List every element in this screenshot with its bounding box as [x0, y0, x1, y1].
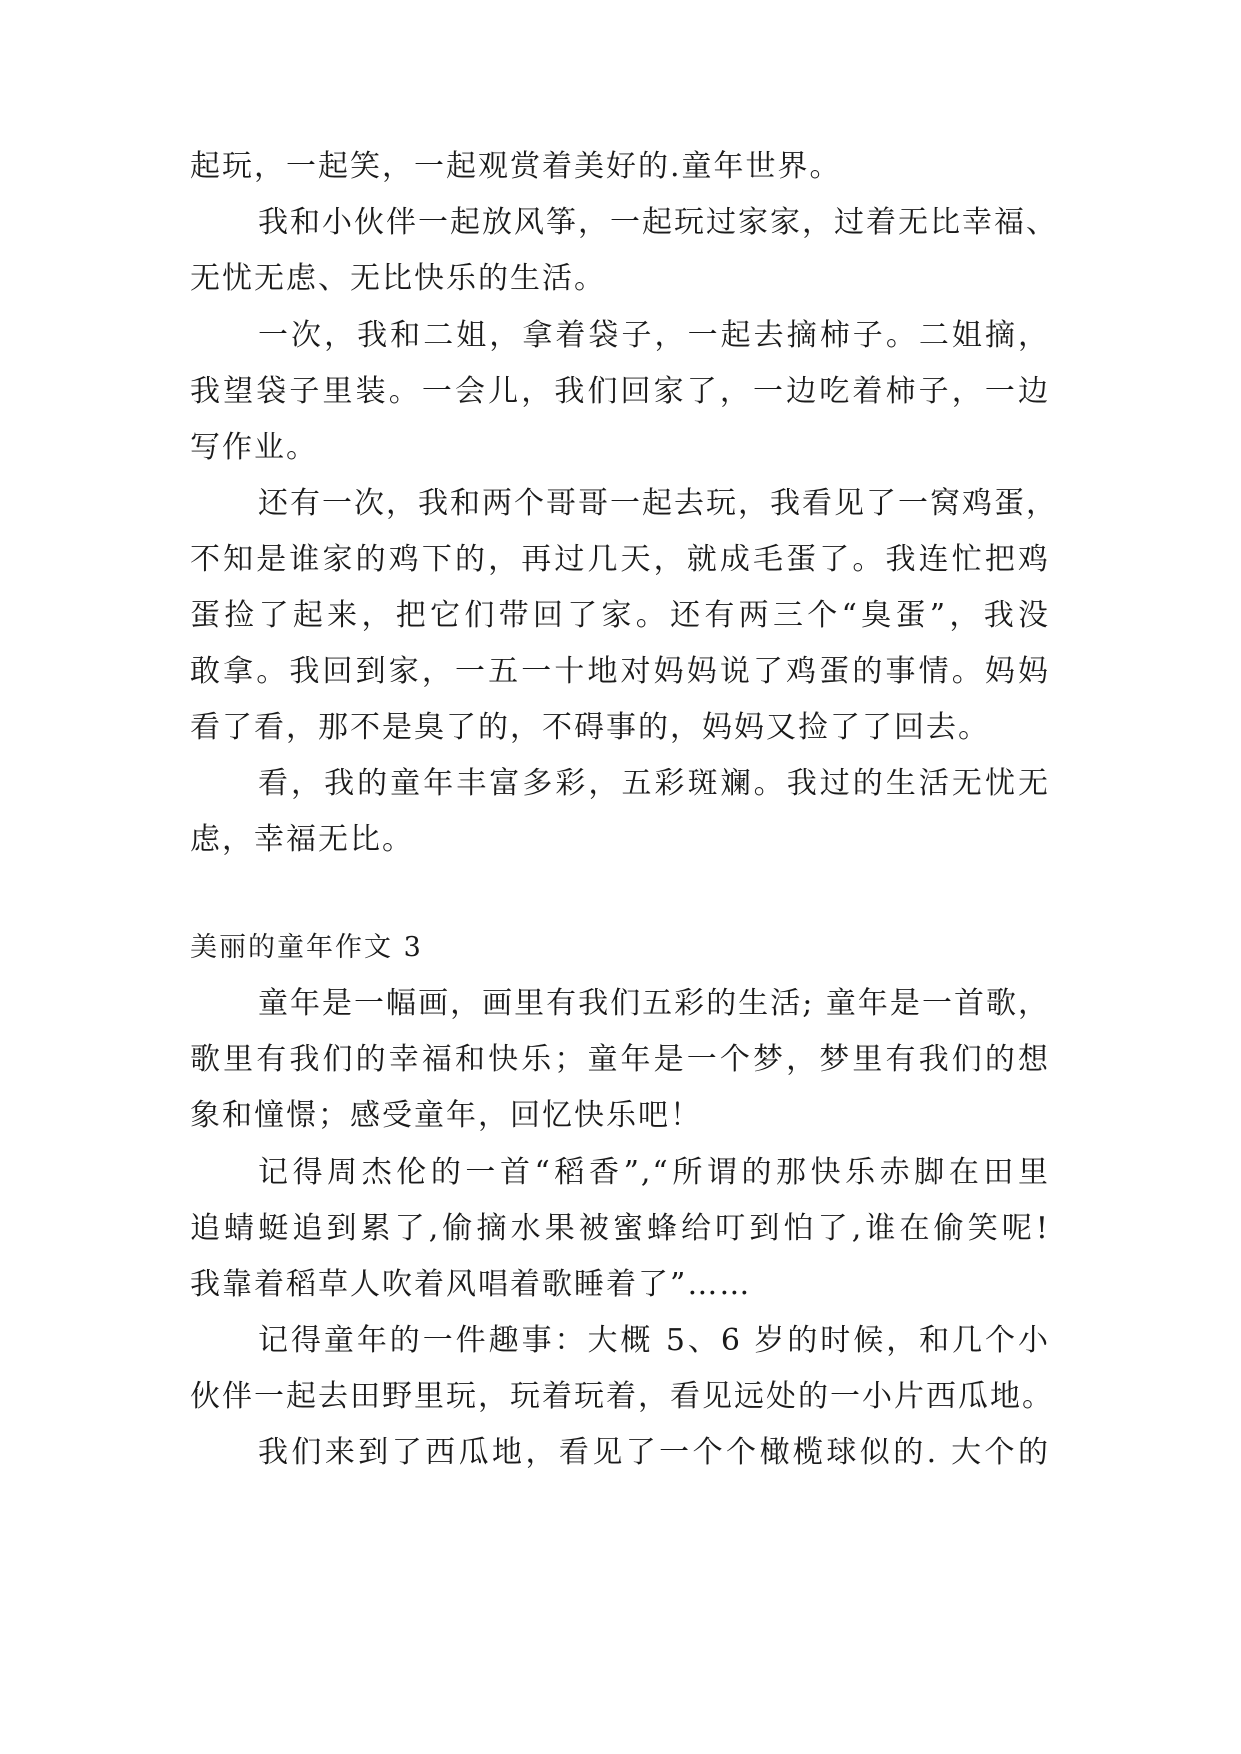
text-line: 童年是一幅画，画里有我们五彩的生活; 童年是一首歌， — [258, 986, 1050, 1021]
text-line: 看，我的童年丰富多彩，五彩斑斓。我过的生活无忧无 — [258, 766, 1050, 801]
text-line: 记得童年的一件趣事：大概 5、6 岁的时候，和几个小 — [258, 1323, 1050, 1358]
text-line: 记得周杰伦的一首“稻香”,“所谓的那快乐赤脚在田里 — [258, 1155, 1050, 1190]
text-line: 象和憧憬；感受童年，回忆快乐吧！ — [190, 1098, 702, 1133]
text-line: 我们来到了西瓜地，看见了一个个橄榄球似的. 大个的 — [258, 1435, 1050, 1470]
text-line: 蛋捡了起来，把它们带回了家。还有两三个“臭蛋”，我没 — [190, 598, 1050, 633]
text-line: 虑，幸福无比。 — [190, 822, 414, 857]
section-title: 美丽的童年作文 3 — [190, 932, 423, 963]
text-line: 一次，我和二姐，拿着袋子，一起去摘柿子。二姐摘， — [258, 318, 1050, 353]
text-line: 起玩，一起笑，一起观赏着美好的.童年世界。 — [190, 149, 842, 184]
text-line: 歌里有我们的幸福和快乐；童年是一个梦，梦里有我们的想 — [190, 1042, 1050, 1077]
text-line: 伙伴一起去田野里玩，玩着玩着，看见远处的一小片西瓜地。 — [190, 1379, 1054, 1414]
text-line: 无忧无虑、无比快乐的生活。 — [190, 261, 606, 296]
text-line: 我靠着稻草人吹着风唱着歌睡着了”…… — [190, 1267, 752, 1302]
text-line: 写作业。 — [190, 430, 318, 465]
text-line: 敢拿。我回到家，一五一十地对妈妈说了鸡蛋的事情。妈妈 — [190, 654, 1050, 689]
text-line: 我和小伙伴一起放风筝，一起玩过家家，过着无比幸福、 — [258, 205, 1058, 240]
text-line: 追蜻蜓追到累了,偷摘水果被蜜蜂给叮到怕了,谁在偷笑呢! — [190, 1211, 1050, 1246]
text-line: 我望袋子里装。一会儿，我们回家了，一边吃着柿子，一边 — [190, 374, 1050, 409]
text-line: 不知是谁家的鸡下的，再过几天，就成毛蛋了。我连忙把鸡 — [190, 542, 1050, 577]
text-line: 还有一次，我和两个哥哥一起去玩，我看见了一窝鸡蛋， — [258, 486, 1058, 521]
text-line: 看了看，那不是臭了的，不碍事的，妈妈又捡了了回去。 — [190, 710, 990, 745]
